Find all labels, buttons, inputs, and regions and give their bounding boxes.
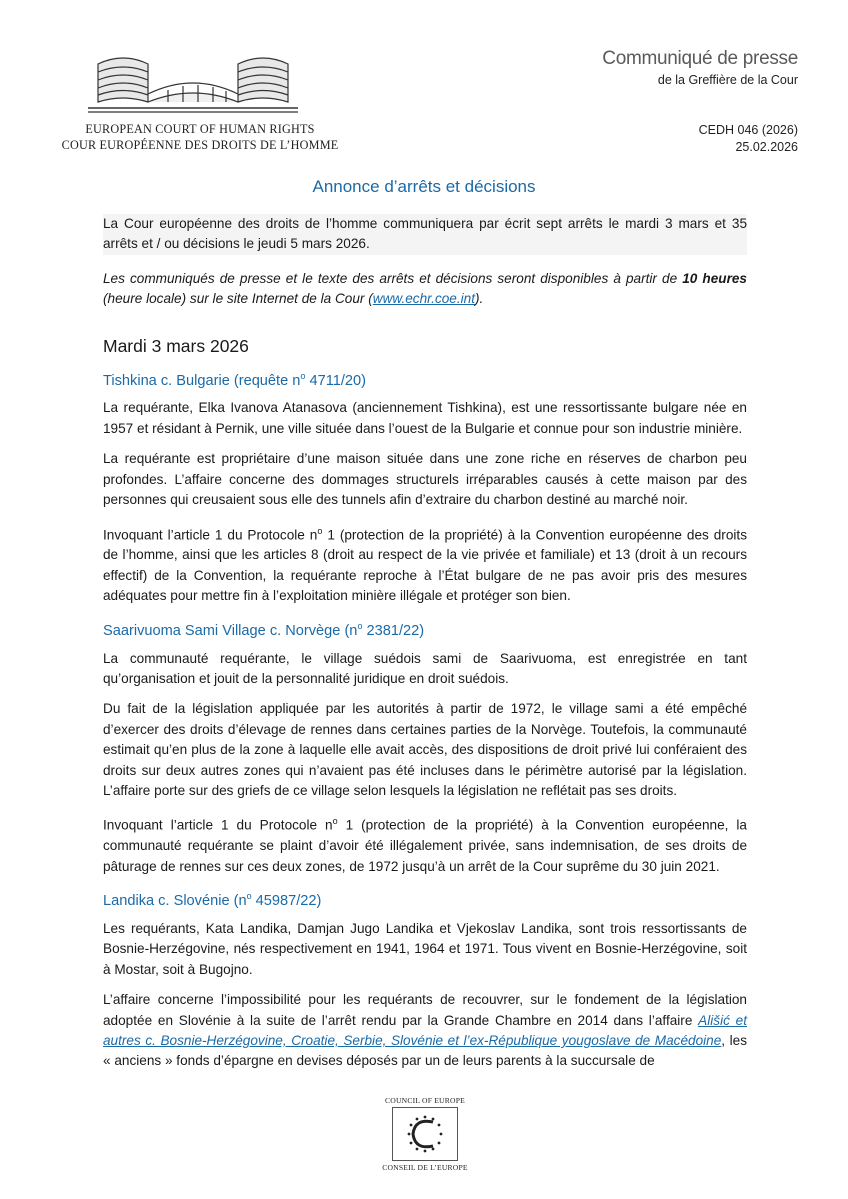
case-title-text: Landika c. Slovénie (n [103, 892, 247, 909]
coe-emblem [392, 1107, 458, 1161]
day-heading: Mardi 3 mars 2026 [103, 335, 249, 356]
case-title-text: Saarivuoma Sami Village c. Norvège (n [103, 622, 358, 639]
coe-stars-icon [393, 1108, 457, 1160]
case-title-number: 4711/20) [305, 372, 366, 389]
reference-number: CEDH 046 (2026) [698, 123, 798, 137]
case-paragraph [103, 521, 747, 607]
case-title[interactable] [103, 891, 747, 909]
case-title-sup: o [300, 370, 306, 381]
case-paragraph: La requérante est propriétaire d’une maison située dans une zone riche en réserves de charbon peu profondes. L’affaire concerne des dommages structurels irréparables causés à cette maison par des personnes qui creusaient sous elle des tunnels afin d’extraire du charbon destiné au marché noir. [103, 451, 747, 508]
case-title-number: 45987/22) [251, 892, 322, 909]
page-title: Annonce d’arrêts et décisions [312, 177, 536, 196]
notice-text-3: ). [475, 291, 484, 307]
case-paragraph: La communauté requérante, le village suédois sami de Saarivuoma, est enregistrée en tant qu’organisation et jouit de la personnalité juridique en droit suédois. [103, 650, 747, 686]
case-title[interactable] [103, 621, 747, 639]
case-paragraph-text: L’affaire concerne l’impossibilité pour les requérants de recouvrer, sur le fondement de la législation adoptée en Slovénie à la suite de l’arrêt rendu par la Grande Chambre en 2014 dans l’affaire [103, 992, 747, 1028]
coe-name-fr: CONSEIL DE L’EUROPE [382, 1163, 468, 1172]
press-release-title: Communiqué de presse [602, 48, 798, 69]
case-paragraph-sup: o [332, 816, 338, 827]
case-title-sup: o [246, 891, 252, 902]
court-building-icon [88, 50, 308, 118]
notice-text-1: Les communiqués de presse et le texte des arrêts et décisions seront disponibles à partir de [103, 270, 683, 286]
case-paragraph [103, 990, 747, 1072]
reference-date: 25.02.2026 [735, 140, 798, 154]
document-body [103, 214, 747, 1082]
case-paragraph: Les requérants, Kata Landika, Damjan Jugo Landika et Vjekoslav Landika, sont trois ressortissants de Bosnie-Herzégovine, nés respectivement en 1941, 1964 et 1971. Tous vivent en Bosnie-Herzégovine, soit à Mostar, soit à Bugojno. [103, 920, 747, 977]
press-release-subtitle: de la Greffière de la Cour [657, 73, 798, 87]
court-name-en: EUROPEAN COURT OF HUMAN RIGHTS [85, 122, 315, 136]
case-paragraph: Du fait de la législation appliquée par les autorités à partir de 1972, le village sami a été empêché d’exercer des droits d’élevage de rennes dans certaines parties de la Norvège. Toutefois, la communauté estimait qu’en plus de la zone à laquelle elle avait accès, des dispositions de droit privé lui conféraient des droits sur deux autres zones qui n’avaient pas été incluses dans le périmètre autorisé par la législation. L’affaire porte sur des griefs de ce village selon lesquels la législation ne reflétait pas ses droits. [103, 701, 747, 798]
coe-name-en: COUNCIL OF EUROPE [385, 1096, 465, 1105]
reference-block [699, 122, 798, 156]
court-logo [50, 50, 339, 160]
website-link[interactable]: www.echr.coe.int [372, 291, 475, 307]
notice-text-2: (heure locale) sur le site Internet de la Cour ( [103, 291, 373, 307]
case-title[interactable] [103, 371, 747, 389]
case-paragraph [103, 811, 747, 877]
case-paragraph-text: 1 (protection de la propriété) à la Convention européenne, la communauté requérante se plaint d’avoir été illégalement privée, sans indemnisation, de ses droits de pâturage de rennes sur ces deux zones, de 1972 jusqu’à un arrêt de la Cour suprême du 30 juin 2021. [103, 817, 747, 874]
council-of-europe-logo [370, 1096, 480, 1176]
case-paragraph-text: , les « anciens » fonds d’épargne en devises déposés par un de leurs parents à la succursale de [103, 1033, 748, 1069]
case-paragraph-text: Invoquant l’article 1 du Protocole n [103, 527, 318, 543]
case-paragraph-text: 1 (protection de la propriété) à la Convention européenne des droits de l’homme, ainsi que les articles 8 (droit au respect de la vie privée et familiale) et 13 (droit à un recours effectif) de la Convention, la requérante reproche à l’État bulgare de ne pas avoir pris des mesures adéquates pour mettre fin à l’exploitation minière illégale et protéger son bien. [103, 527, 747, 604]
court-name-fr: COUR EUROPÉENNE DES DROITS DE L’HOMME [61, 138, 339, 152]
intro-paragraph: La Cour européenne des droits de l’homme communiquera par écrit sept arrêts le mardi 3 mars et 35 arrêts et / ou décisions le jeudi 5 mars 2026. [103, 214, 747, 255]
availability-notice [103, 269, 747, 310]
case-paragraph-sup: o [317, 525, 323, 536]
case-paragraph: La requérante, Elka Ivanova Atanasova (anciennement Tishkina), est une ressortissante bulgare née en 1957 et résidant à Pernik, une ville située dans l’ouest de la Bulgarie et connue pour son industrie minière. [103, 400, 747, 436]
case-paragraph-text: Invoquant l’article 1 du Protocole n [103, 817, 333, 833]
alisic-case-link[interactable]: Ališić et autres c. Bosnie-Herzégovine, Croatie, Serbie, Slovénie et l’ex-République yougoslave de Macédoine [103, 1012, 748, 1049]
case-title-number: 2381/22) [362, 622, 425, 639]
case-title-sup: o [357, 620, 363, 631]
case-title-text: Tishkina c. Bulgarie (requête n [103, 372, 301, 389]
notice-time: 10 heures [682, 270, 747, 286]
